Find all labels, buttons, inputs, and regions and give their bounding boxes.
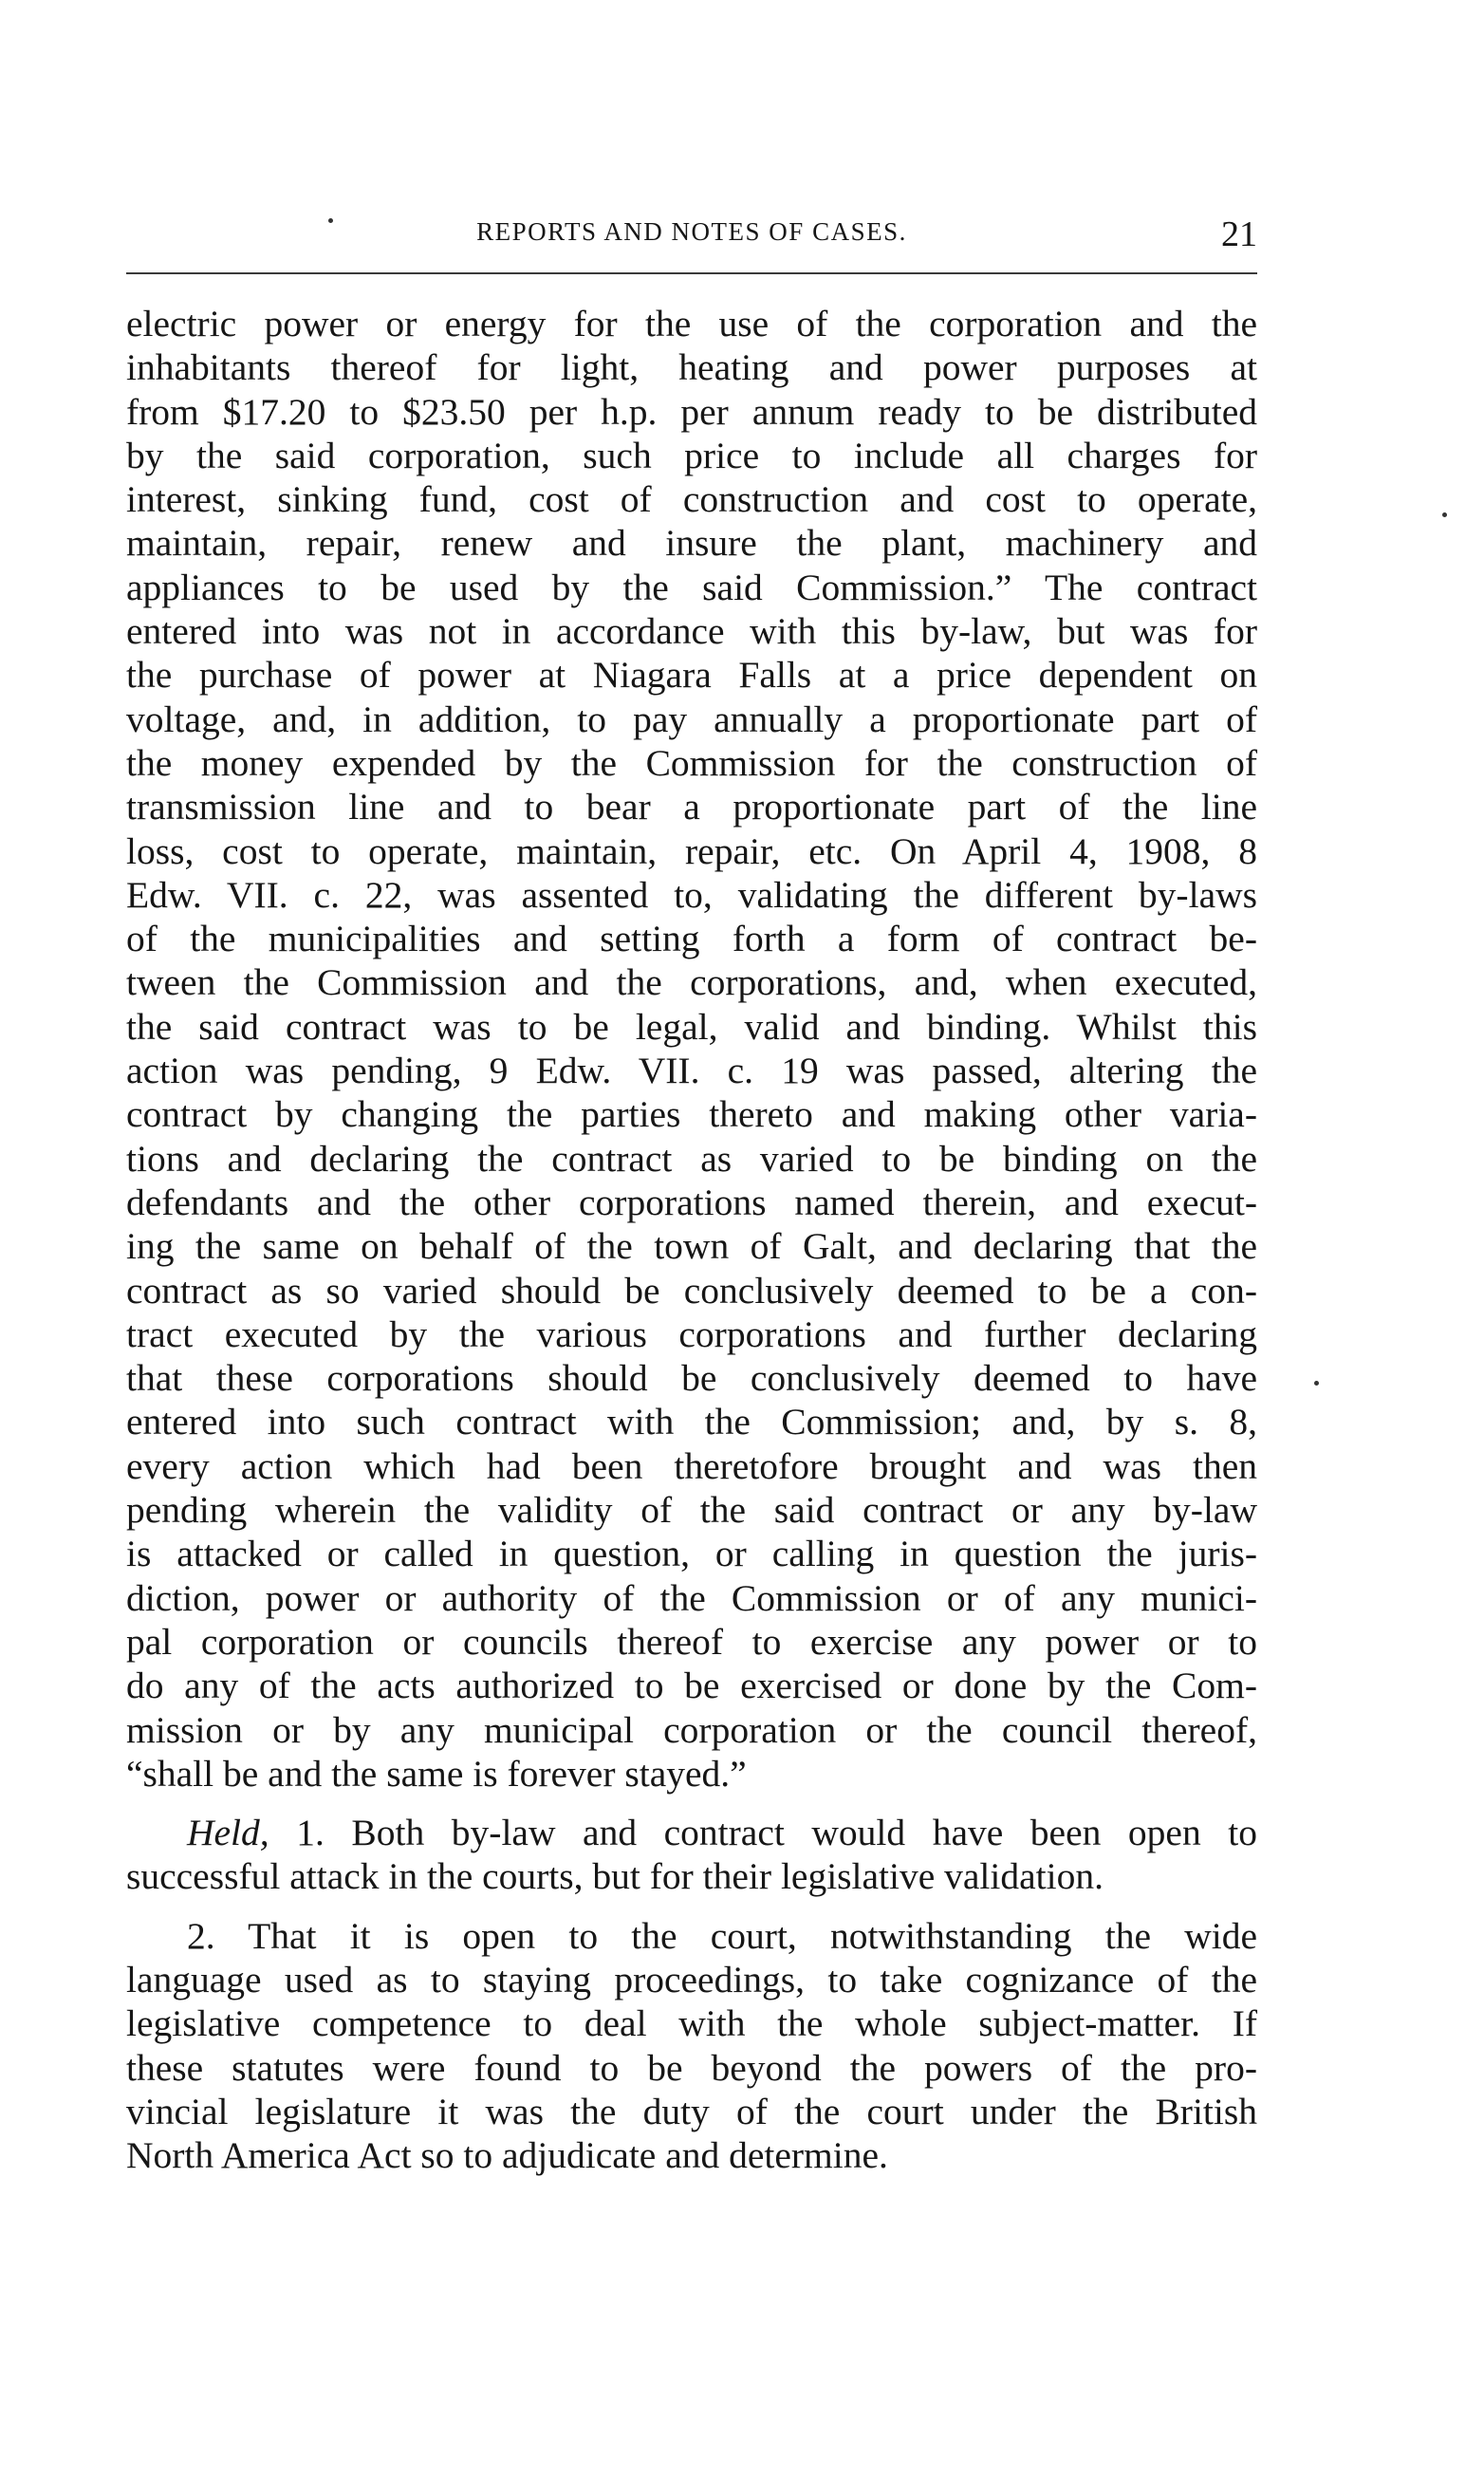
- body-text: [126, 302, 1257, 2177]
- text-line: language used as to staying proceedings, to take cognizance of the: [126, 1958, 1257, 2000]
- text-line: do any of the acts authorized to be exercised or done by the Com-: [126, 1665, 1257, 1707]
- text-line: the said contract was to be legal, valid and binding. Whilst this: [126, 1005, 1257, 1048]
- text-line: legislative competence to deal with the whole subject-matter. If: [126, 2002, 1257, 2045]
- running-header: [126, 214, 1257, 261]
- text-line: vincial legislature it was the duty of the court under the British: [126, 2090, 1257, 2132]
- text-line: loss, cost to operate, maintain, repair, etc. On April 4, 1908, 8: [126, 829, 1257, 872]
- page-number: 21: [1221, 214, 1257, 254]
- text-line: defendants and the other corporations named therein, and execut-: [126, 1181, 1257, 1223]
- text-line: “shall be and the same is forever stayed.”: [126, 1752, 747, 1795]
- text-line: transmission line and to bear a proportionate part of the line: [126, 786, 1257, 828]
- text-line: Edw. VII. c. 22, was assented to, validating the different by-laws: [126, 873, 1257, 916]
- text-line: 2. That it is open to the court, notwithstanding the wide: [187, 1914, 1257, 1957]
- running-title: REPORTS AND NOTES OF CASES.: [476, 217, 907, 246]
- paper-speck: [328, 218, 333, 223]
- text-line: the purchase of power at Niagara Falls at a price dependent on: [126, 654, 1257, 697]
- held-1-text: 1. Both by-law and contract would have been open to: [269, 1812, 1257, 1854]
- text-line: successful attack in the courts, but for their legislative validation.: [126, 1855, 1104, 1898]
- text-line: of the municipalities and setting forth a form of contract be-: [126, 918, 1257, 960]
- held-label: Held,: [187, 1812, 269, 1854]
- text-line: voltage, and, in addition, to pay annually a proportionate part of: [126, 698, 1257, 740]
- text-line: pal corporation or councils thereof to exercise any power or to: [126, 1620, 1257, 1663]
- paragraph-facts: [126, 302, 1257, 1796]
- text-line: action was pending, 9 Edw. VII. c. 19 was passed, altering the: [126, 1050, 1257, 1092]
- text-line: the money expended by the Commission for the construction of: [126, 741, 1257, 784]
- text-line: every action which had been theretofore brought and was then: [126, 1444, 1257, 1487]
- text-line: appliances to be used by the said Commission.” The contract: [126, 566, 1257, 608]
- text-line: tions and declaring the contract as varied to be binding on the: [126, 1137, 1257, 1180]
- text-line: entered into such contract with the Commission; and, by s. 8,: [126, 1401, 1257, 1443]
- text-line: contract as so varied should be conclusively deemed to be a con-: [126, 1269, 1257, 1312]
- text-line: tract executed by the various corporations and further declaring: [126, 1312, 1257, 1355]
- text-line: entered into was not in accordance with this by-law, but was for: [126, 610, 1257, 653]
- text-line: electric power or energy for the use of the corporation and the: [126, 303, 1257, 344]
- text-line: ing the same on behalf of the town of Galt, and declaring that the: [126, 1225, 1257, 1268]
- text-line: contract by changing the parties thereto and making other varia-: [126, 1093, 1257, 1136]
- text-line: pending wherein the validity of the said contract or any by-law: [126, 1489, 1257, 1532]
- text-line: that these corporations should be conclusively deemed to have: [126, 1357, 1257, 1400]
- paper-speck: [1314, 1381, 1319, 1386]
- text-line: [126, 1811, 1257, 1854]
- text-line: North America Act so to adjudicate and determine.: [126, 2134, 888, 2177]
- text-line: from $17.20 to $23.50 per h.p. per annum ready to be distributed: [126, 390, 1257, 433]
- paper-speck: [1442, 512, 1447, 517]
- text-line: these statutes were found to be beyond the powers of the pro-: [126, 2046, 1257, 2089]
- text-line: is attacked or called in question, or calling in question the juris-: [126, 1533, 1257, 1575]
- text-line: maintain, repair, renew and insure the plant, machinery and: [126, 522, 1257, 565]
- text-line: by the said corporation, such price to include all charges for: [126, 434, 1257, 476]
- text-line: interest, sinking fund, cost of construction and cost to operate,: [126, 478, 1257, 521]
- paragraph-gap: [126, 1796, 1257, 1811]
- text-line: diction, power or authority of the Commission or of any munici-: [126, 1576, 1257, 1619]
- paragraph-gap: [126, 1899, 1257, 1914]
- text-line: mission or by any municipal corporation or the council thereof,: [126, 1708, 1257, 1751]
- paragraph-held-2: [126, 1914, 1257, 2178]
- header-rule: [126, 272, 1257, 274]
- text-line: inhabitants thereof for light, heating and power purposes at: [126, 346, 1257, 389]
- text-line: tween the Commission and the corporations, and, when executed,: [126, 961, 1257, 1004]
- paragraph-held-1: [126, 1811, 1257, 1899]
